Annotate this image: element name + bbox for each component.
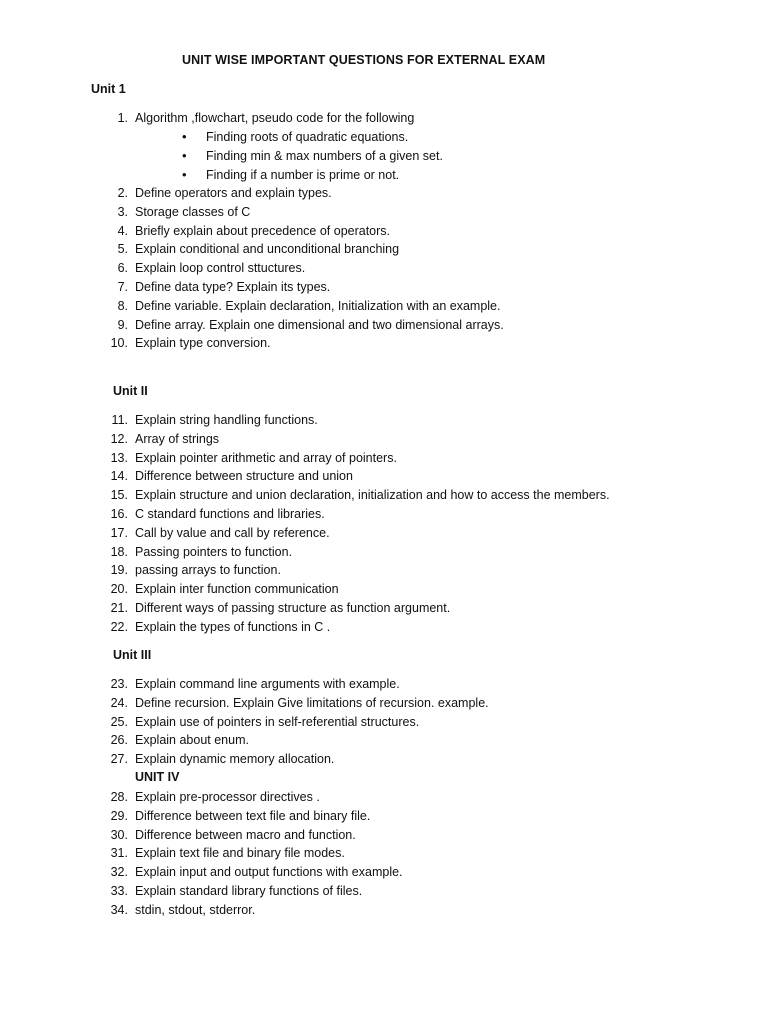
- question-number: 23.: [110, 677, 128, 691]
- question-text: Difference between structure and union: [135, 469, 353, 484]
- question-text: Define data type? Explain its types.: [135, 279, 331, 294]
- question-text: Explain loop control sttuctures.: [135, 261, 306, 276]
- question-number: 8.: [117, 298, 128, 313]
- question-number: 19.: [110, 563, 128, 578]
- unit-3-heading: Unit III: [113, 648, 152, 662]
- question-item: [0, 750, 768, 769]
- bullet-icon: •: [182, 147, 187, 163]
- question-item: [0, 467, 768, 486]
- question-number: 17.: [110, 525, 128, 540]
- question-number: 7.: [117, 279, 128, 294]
- question-item: [0, 203, 768, 222]
- question-item: [0, 580, 768, 599]
- question-number: 26.: [110, 733, 128, 748]
- question-item: [0, 675, 768, 694]
- question-number: 2.: [117, 186, 128, 200]
- question-item: [0, 449, 768, 468]
- question-item: [0, 505, 768, 524]
- unit-4-question-list: [0, 788, 768, 920]
- question-text: C standard functions and libraries.: [135, 506, 325, 521]
- question-text: Explain the types of functions in C .: [135, 619, 331, 634]
- question-item: [0, 524, 768, 543]
- question-number: 12.: [110, 431, 128, 446]
- question-item: [0, 694, 768, 713]
- question-number: 21.: [110, 600, 128, 615]
- unit-1-heading: Unit 1: [91, 82, 126, 96]
- question-text: Array of strings: [135, 431, 220, 446]
- question-item: [0, 240, 768, 259]
- question-item: [0, 316, 768, 335]
- question-number: 29.: [110, 808, 128, 823]
- question-text: Explain pointer arithmetic and array of pointers.: [135, 450, 397, 465]
- question-item: [0, 184, 768, 203]
- question-text: Briefly explain about precedence of operators.: [135, 223, 391, 238]
- question-item: [0, 618, 768, 637]
- question-text: Explain string handling functions.: [135, 413, 318, 427]
- unit-1-question-list: [0, 184, 768, 353]
- question-text: Explain input and output functions with example.: [135, 865, 403, 880]
- question-number: 3.: [117, 204, 128, 219]
- question-item: [0, 788, 768, 807]
- question-text: Explain structure and union declaration, initialization and how to access the members.: [135, 488, 610, 503]
- question-number: 32.: [110, 865, 128, 880]
- question-text: Define array. Explain one dimensional and two dimensional arrays.: [135, 317, 504, 332]
- question-item: [0, 278, 768, 297]
- question-number: 25.: [110, 714, 128, 729]
- question-number: 33.: [110, 883, 128, 898]
- question-item: [0, 411, 768, 430]
- question-text: Define recursion. Explain Give limitations of recursion. example.: [135, 695, 489, 710]
- question-number: 27.: [110, 752, 128, 767]
- question-item: [0, 109, 768, 128]
- question-text: Explain text file and binary file modes.: [135, 846, 345, 861]
- question-number: 31.: [110, 846, 128, 861]
- question-item: [0, 259, 768, 278]
- question-text: Algorithm ,flowchart, pseudo code for the following: [135, 111, 415, 125]
- question-number: 24.: [110, 695, 128, 710]
- question-item: [0, 297, 768, 316]
- bullet-text: Finding min & max numbers of a given set.: [206, 148, 443, 163]
- document-title: UNIT WISE IMPORTANT QUESTIONS FOR EXTERNAL EXAM: [182, 53, 546, 67]
- question-item: [0, 882, 768, 901]
- question-item: [0, 844, 768, 863]
- question-text: Explain standard library functions of files.: [135, 883, 363, 898]
- question-text: Explain conditional and unconditional branching: [135, 242, 400, 257]
- question-text: Define variable. Explain declaration, Initialization with an example.: [135, 298, 501, 313]
- question-number: 11.: [111, 413, 128, 427]
- question-item: [0, 713, 768, 732]
- question-item: [0, 807, 768, 826]
- question-text: Call by value and call by reference.: [135, 525, 330, 540]
- question-text: passing arrays to function.: [135, 563, 281, 578]
- question-number: 34.: [110, 902, 128, 917]
- unit-2-question-list: [0, 411, 768, 637]
- question-number: 4.: [117, 223, 128, 238]
- question-item: [0, 863, 768, 882]
- question-number: 10.: [110, 336, 128, 351]
- question-number: 20.: [110, 582, 128, 597]
- question-number: 30.: [110, 827, 128, 842]
- question-number: 15.: [110, 488, 128, 503]
- unit-1-first-question: [0, 109, 768, 128]
- question-text: Storage classes of C: [135, 204, 251, 219]
- question-number: 22.: [110, 619, 128, 634]
- bullet-icon: •: [182, 166, 187, 182]
- question-text: Explain use of pointers in self-referential structures.: [135, 714, 420, 729]
- bullet-text: Finding roots of quadratic equations.: [206, 130, 409, 144]
- question-text: Explain type conversion.: [135, 336, 271, 351]
- bullet-text: Finding if a number is prime or not.: [206, 167, 400, 182]
- question-text: Define operators and explain types.: [135, 186, 332, 200]
- question-number: 6.: [117, 261, 128, 276]
- question-number: 9.: [117, 317, 128, 332]
- question-text: Passing pointers to function.: [135, 544, 293, 559]
- question-item: [0, 826, 768, 845]
- question-item: [0, 599, 768, 618]
- question-number: 5.: [117, 242, 128, 257]
- unit-4-heading: UNIT IV: [135, 770, 180, 784]
- question-item: [0, 561, 768, 580]
- question-text: Explain pre-processor directives .: [135, 790, 320, 804]
- question-item: [0, 430, 768, 449]
- unit-3-question-list: [0, 675, 768, 769]
- question-text: Different ways of passing structure as function argument.: [135, 600, 451, 615]
- question-number: 1.: [117, 111, 128, 125]
- question-text: Difference between macro and function.: [135, 827, 356, 842]
- question-text: Explain dynamic memory allocation.: [135, 752, 335, 767]
- question-item: [0, 486, 768, 505]
- question-item: [0, 901, 768, 920]
- question-item: [0, 543, 768, 562]
- question-text: Explain inter function communication: [135, 582, 339, 597]
- question-number: 16.: [110, 506, 128, 521]
- bullet-icon: •: [182, 129, 187, 144]
- question-number: 18.: [110, 544, 128, 559]
- unit-2-heading: Unit II: [113, 384, 148, 398]
- question-item: [0, 334, 768, 353]
- question-item: [0, 731, 768, 750]
- question-item: [0, 222, 768, 241]
- question-text: stdin, stdout, stderror.: [135, 902, 256, 917]
- question-number: 13.: [110, 450, 128, 465]
- question-text: Difference between text file and binary file.: [135, 808, 371, 823]
- question-text: Explain command line arguments with example.: [135, 677, 400, 691]
- question-number: 28.: [110, 790, 128, 804]
- question-number: 14.: [110, 469, 128, 484]
- question-text: Explain about enum.: [135, 733, 249, 748]
